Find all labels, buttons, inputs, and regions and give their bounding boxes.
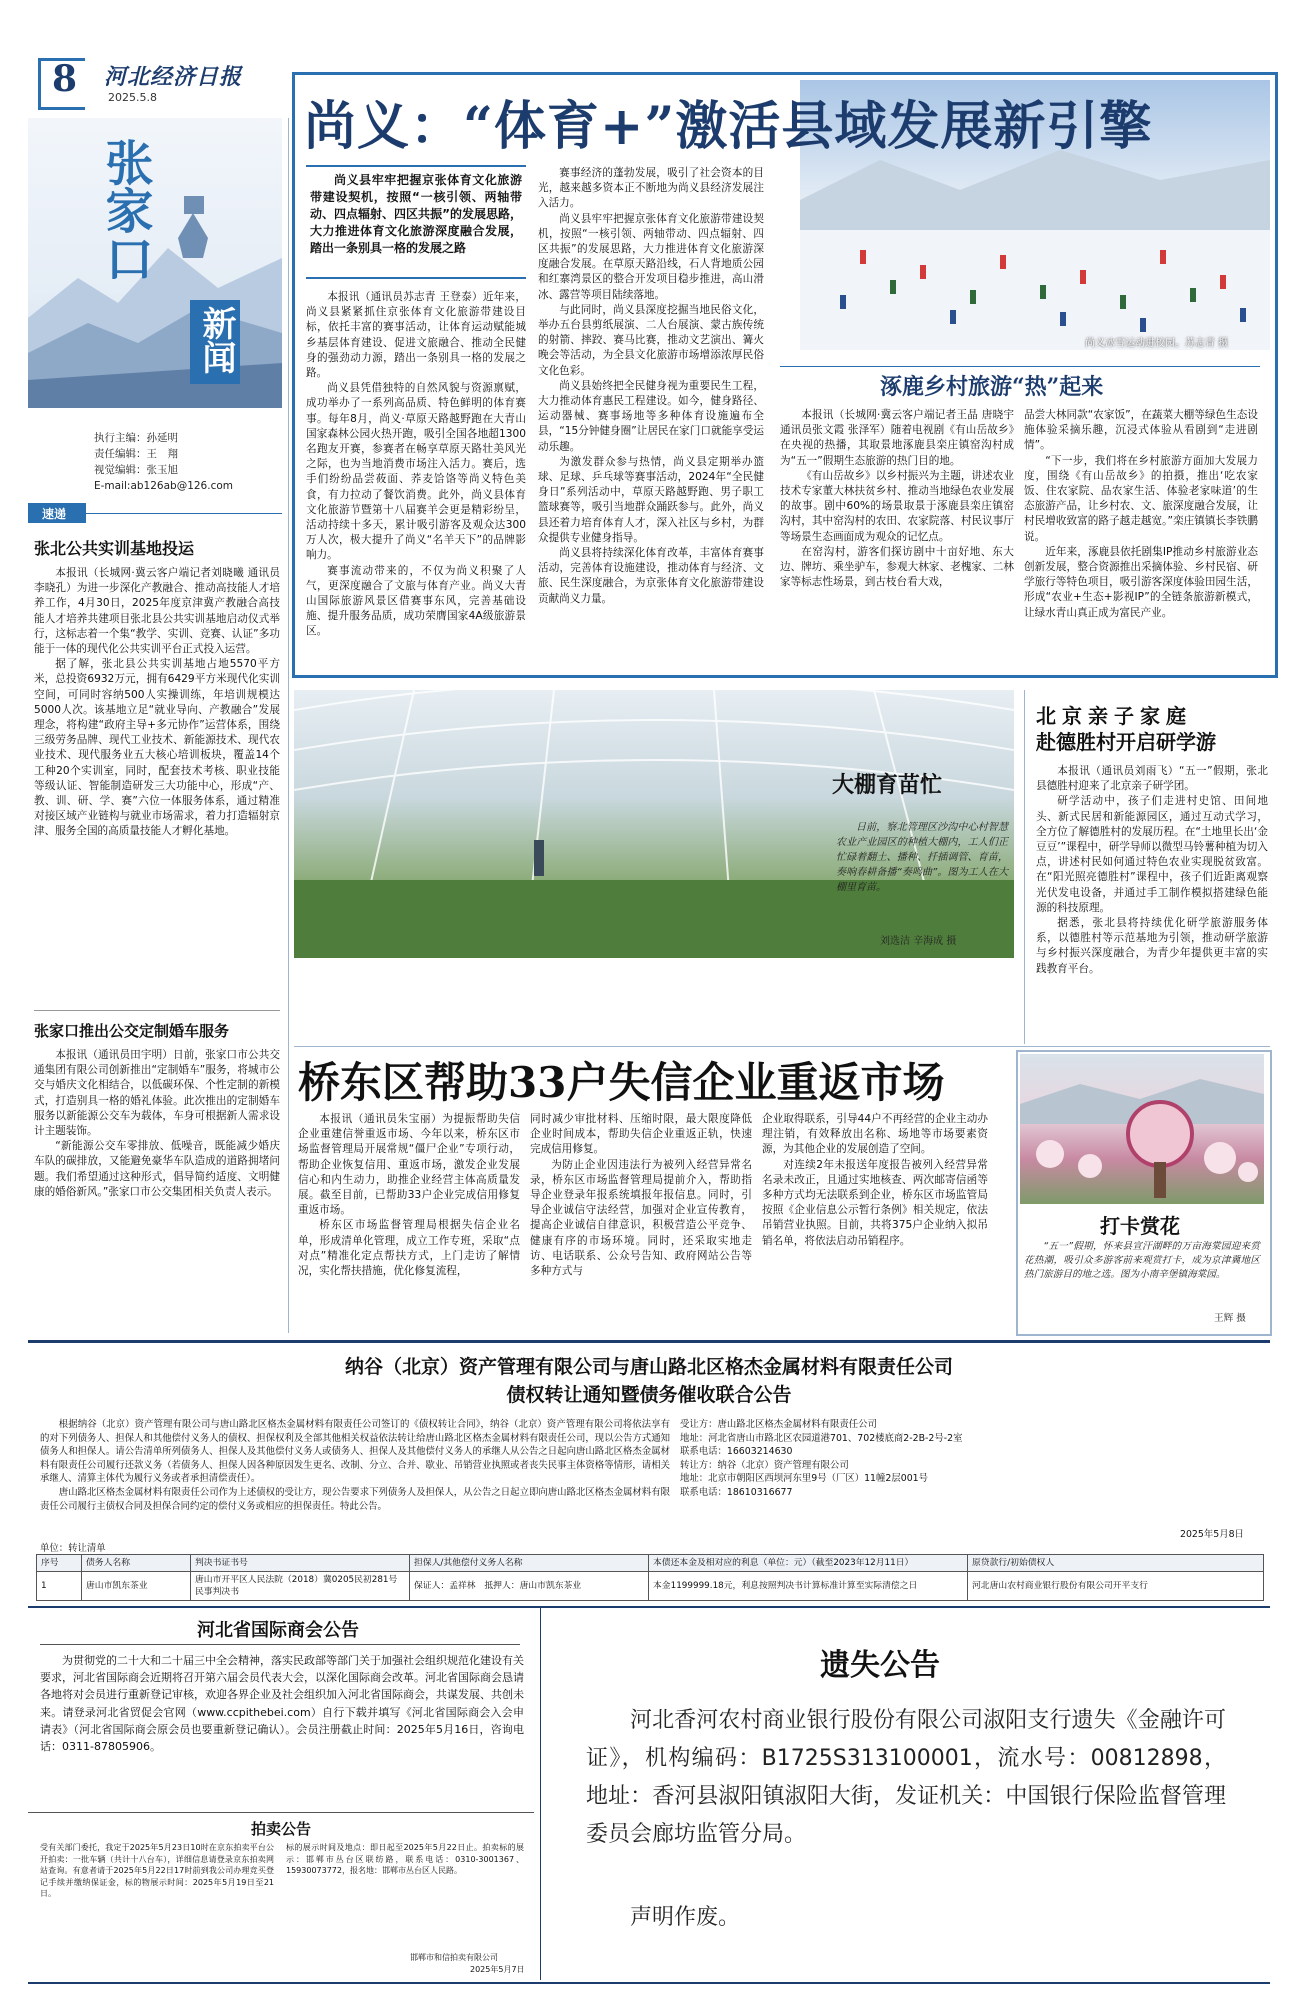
ad-mid-rule xyxy=(28,1606,1270,1608)
paragraph: 赛事流动带来的，不仅为尚义积聚了人气，更深度融合了文旅与体育产业。尚义大青山国际旅游风景区借赛事东风，完善基础设施、提升服务品质，成功荣膺国家4A级旅游景区。 xyxy=(306,564,526,638)
greenhouse-title: 大棚育苗忙 xyxy=(832,772,943,798)
table-cell: 唐山市凯东茶业 xyxy=(82,1572,191,1601)
daka-caption: “五一”假期，怀来县宣汗湖畔的万亩海棠园迎来赏花热潮，吸引众多游客前来观赏打卡，成为京津冀地区热门旅游目的地之选。图为小南辛堡镇海棠园。 xyxy=(1024,1241,1260,1280)
table-header: 债务人名称 xyxy=(82,1555,191,1572)
table-header: 担保人/其他偿付义务人名称 xyxy=(410,1555,649,1572)
paragraph: 桥东区市场监督管理局根据失信企业名单，形成清单化管理，成立工作专班，采取“点对点”精准化定点帮扶方式，上门走访了解情况，实化帮扶措施，优化修复流程， xyxy=(298,1219,520,1278)
paragraph: 品尝大林同款“农家饭”，在蔬菜大棚等绿色生态设施体验采摘乐趣，沉浸式体验从看剧到“走进剧情”。 xyxy=(1024,409,1258,452)
auction-date: 2025年5月7日 xyxy=(470,1965,525,1974)
auction-col1: 受有关部门委托，我定于2025年5月23日10时在京东拍卖平台公开拍卖：一批车辆（共计十八台车），详细信息请登录京东拍卖网站查询。有意者请于2025年5月22日17时前到我公司办理竞买登记手续并缴纳保证金，标的物展示时间：2025年5月19日至21日。 xyxy=(40,1843,274,1898)
auction-company: 邯郸市和信拍卖有限公司 xyxy=(410,1953,498,1962)
lead-col1 xyxy=(306,290,526,640)
announcement-title-line1: 纳谷（北京）资产管理有限公司与唐山路北区格杰金属材料有限责任公司 xyxy=(344,1356,953,1378)
paragraph: 为激发群众参与热情，尚义县定期举办篮球、足球、乒乓球等赛事活动，2024年“全民健身日”系列活动中，草原天路越野跑、男子职工篮球赛等，吸引当地群众踊跃参与。此外，尚义县还着力培育体育人才，深入社区与乡村，为群众提供专业健身指导。 xyxy=(538,455,764,544)
paragraph: 本报讯（通讯员苏志青 王登泰）近年来，尚义县紧紧抓住京张体育文化旅游带建设目标，依托丰富的赛事活动，让体育运动赋能城乡基层体育建设、促进文旅融合、推动全民健身的强劲动力源，踏出一条别具一格的发展之路。 xyxy=(306,291,526,380)
announcement-unit: 单位：转让清单 xyxy=(40,1543,106,1554)
editor-line: 视觉编辑：张玉旭 xyxy=(94,464,178,476)
daka-credit: 王辉 摄 xyxy=(1214,1313,1246,1324)
paragraph: 研学活动中，孩子们走进村史馆、田间地头、新式民居和新能源园区，通过互动式学习，全方位了解德胜村的发展历程。在“土地里长出‘金豆豆’”课程中，研学导师以微型马铃薯种植为切入点，讲述村民如何通过特色农业实现脱贫致富。在“阳光照亮德胜村”课程中，孩子们近距离观察光伏发电设备，并通过手工制作模拟搭建绿色能源的科技原理。 xyxy=(1036,795,1268,914)
sudi-a1-body xyxy=(34,566,280,840)
section-city: 张家口 xyxy=(97,138,153,282)
beijing-body xyxy=(1036,764,1268,977)
paragraph: 本报讯（通讯员朱宝丽）为提振帮助失信企业重建信誉重返市场、今年以来，桥东区市场监督管理局开展常规“僵尸企业”专项行动，帮助企业恢复信用、重返市场，激发企业发展信心和内生动力，助推企业经营主体高质量发展。截至目前，已帮助33户企业完成信用修复重返市场。 xyxy=(298,1113,520,1217)
paragraph: 根据纳谷（北京）资产管理有限公司与唐山路北区格杰金属材料有限责任公司签订的《债权转让合同》，纳谷（北京）资产管理有限公司将依法享有的对下列债务人、担保人和其他偿付义务人的债权、担保权利及全部其他相关权益依法转让给唐山路北区格杰金属材料有限责任公司，现以公告方式通知债务人和担保人。请公告清单所列债务人、担保人及其他偿付义务人或债务人、担保人及其他偿付义务人的承继人从公告之日起向唐山路北区格杰金属材料有限责任公司履行还款义务（若债务人、担保人因各种原因发生更名、改制、分立、合并、歇业、吊销营业执照或者丧失民事主体资格等情形，请相关承继人、清算主体代为履行义务或者承担清偿责任）。 xyxy=(40,1419,670,1485)
editor-email: E-mail:ab126ab@126.com xyxy=(94,480,234,492)
zhuolu-rule xyxy=(780,366,1260,367)
qiaodong-col1 xyxy=(298,1112,520,1279)
table-header: 本债还本金及相对应的利息（单位：元）（截至2023年12月11日） xyxy=(649,1555,968,1572)
paragraph: 为防止企业因违法行为被列入经营异常名录，桥东区市场监督管理局提前介入，帮助指导企业登录年报系统填报年报信息。同时，引导企业诚信守法经营，加强对企业宣传教育，提高企业诚信自律意识，积极营造公平竞争、健康有序的市场环境。同时，还采取实地走访、电话联系、公众号告知、政府网站公告等多种方式与 xyxy=(530,1158,752,1278)
lost-body: 河北香河农村商业银行股份有限公司淑阳支行遗失《金融许可证》，机构编码：B1725S313100001，流水号：00812898，地址：香河县淑阳镇淑阳大街，发证机关：中国银行保险监督管理委员会廊坊监管分局。 xyxy=(586,1708,1226,1847)
paragraph: 本报讯（通讯员田宇明）日前，张家口市公共交通集团有限公司创新推出“定制婚车”服务，将城市公交与婚庆文化相结合，以低碳环保、个性定制的新模式，打造别具一格的婚礼体验。此次推出的定制婚车服务以新能源公交车为载体，车身可根据新人需求设计主题装饰。 xyxy=(34,1049,280,1138)
issue-date: 2025.5.8 xyxy=(108,91,157,104)
beijing-title-line2: 赴德胜村开启研学游 xyxy=(1036,730,1216,754)
paragraph: 赛事经济的蓬勃发展，吸引了社会资本的目光，越来越多资本正不断地为尚义县经济发展注入活力。 xyxy=(538,167,764,210)
sudi-a1-title: 张北公共实训基地投运 xyxy=(34,539,195,558)
sudi-a2-title: 张家口推出公交定制婚车服务 xyxy=(34,1022,230,1040)
lost-title: 遗失公告 xyxy=(820,1648,940,1683)
paragraph: 据悉，张北县将持续优化研学旅游服务体系，以德胜村等示范基地为引领，推动研学旅游与乡村振兴深度融合，为青少年提供更丰富的实践教育平台。 xyxy=(1036,917,1268,975)
paragraph: 尚义县牢牢把握京张体育文化旅游带建设契机，按照“一核引领、两轴带动、四点辐射、四区共振”的发展思路，大力推进体育文化旅游深度融合发展。在草原天路沿线，石人背地质公园和红寨湾景区的整合开发项目稳步推进，高山滑冰、露营等项目陆续落地。 xyxy=(538,212,764,301)
page-number: 8 xyxy=(52,58,78,100)
assignor-address: 地址：北京市朝阳区西坝河东里9号（厂区）11幢2层001号 xyxy=(680,1473,929,1485)
paragraph: 《有山岳故乡》以乡村振兴为主题，讲述农业技术专家董大林扶贫乡村、推动当地绿色农业发展的故事。剧中60%的场景取景于涿鹿县栾庄镇窑沟村，其中窑沟村的农田、农家院落、村民议事厅等场景生态画面成为观众的记忆点。 xyxy=(780,469,1014,543)
table-cell: 本金1199999.18元，利息按照判决书计算标准计算至实际清偿之日 xyxy=(649,1572,968,1601)
paragraph: 尚义县始终把全民健身视为重要民生工程，大力推动体育惠民工程建设。如今，健身路径、运动器械、赛事场地等多种体育设施遍布全县，“15分钟健身圈”让居民在家门口就能享受运动乐趣。 xyxy=(538,379,764,453)
paragraph: 近年来，涿鹿县依托剧集IP推动乡村旅游业态创新发展，整合资源推出采摘体验、乡村民宿、研学旅行等特色项目，吸引游客深度体验田园生活，形成“农业+生态+影视IP”的全链条旅游新模式，让绿水青山真正成为富民产业。 xyxy=(1024,545,1258,619)
daka-title: 打卡赏花 xyxy=(1100,1214,1180,1238)
paragraph: 在窑沟村，游客们探访剧中十亩好地、东大边、牌坊、乘坐驴车，参观大林家、老槐家、二林家等标志性场景，到古枝台看大戏， xyxy=(780,545,1014,589)
paragraph: 据了解，张北县公共实训基地占地5570平方米，总投资6932万元，拥有6429平方米现代化实训空间，可同时容纳500人实操训练，年培训规模达5000人次。该基地立足“就业导向、产教融合”发展理念，将构建“政府主导+多元协作”运营体系，围绕三级劳务品牌、现代工业技术、新能源技术、现代农业技术、现代服务业五大核心培训板块，覆盖14个工种20个实训室，同时，配套技术考核、职业技能等级认证、智能制造研发三大功能中心，形成“产、教、训、研、学、赛”六位一体服务体系，通过精准对接区域产业链构与就业市场需求，着力打造辐射京津、服务全国的高质量技能人才孵化基地。 xyxy=(34,658,280,838)
assignor-phone: 联系电话：18610316677 xyxy=(680,1486,793,1498)
announcement-parties xyxy=(680,1418,1260,1500)
auction-rule xyxy=(28,1812,534,1813)
table-cell: 保证人：孟祥林 抵押人：唐山市凯东茶业 xyxy=(410,1572,649,1601)
lead-summary: 尚义县牢牢把握京张体育文化旅游带建设契机，按照“一核引领、两轴带动、四点辐射、四区共振”的发展思路，大力推进体育文化旅游深度融合发展，踏出一条别具一格的发展之路 xyxy=(310,173,522,255)
paragraph: 本报讯（长城网·冀云客户端记者王晶 唐晓宇 通讯员张文霞 张泽军）随着电视剧《有山岳故乡》在央视的热播，其取景地涿鹿县栾庄镇窑沟村成为“五一”假期生态旅游的热门目的地。 xyxy=(780,409,1014,467)
editor-credits xyxy=(94,430,233,494)
auction-col2: 标的展示时间及地点：即日起至2025年5月22日止。拍卖标的展示：邯郸市丛台区联纺路，联系电话：0310-3001367、15930073772，报名地：邯郸市丛台区人民路。 xyxy=(286,1843,524,1875)
editor-line: 责任编辑：王 翔 xyxy=(94,448,178,460)
paragraph: 企业取得联系，引导44户不再经营的企业主动办理注销，有效释放出名称、场地等市场要素资源，为其他企业的发展创造了空间。 xyxy=(762,1113,988,1156)
paragraph: 唐山路北区格杰金属材料有限责任公司作为上述债权的受让方，现公告要求下列债务人及担保人，从公告之日起立即向唐山路北区格杰金属材料有限责任公司履行主债权合同及担保合同约定的偿付义务或相应的担保责任。特此公告。 xyxy=(40,1486,670,1512)
paragraph: 本报讯（长城网·冀云客户端记者刘晓曦 通讯员李晓孔）为进一步深化产教融合、推动高技能人才培养工作，4月30日，2025年度京津冀产教融合高技能人才培养共建项目张北县公共实训基地启动仪式举行，这标志着一个集“教学、实训、竞赛、认证”多功能于一体的现代化公共实训平台正式投入运营。 xyxy=(34,567,280,656)
ad-vertical-rule xyxy=(540,1608,541,1980)
zhuolu-title: 涿鹿乡村旅游“热”起来 xyxy=(880,374,1104,400)
table-header: 序号 xyxy=(37,1555,82,1572)
table-header-row xyxy=(37,1555,1264,1572)
page-bottom-rule xyxy=(28,1982,1270,1984)
lost-end: 声明作废。 xyxy=(630,1905,741,1930)
paragraph: 本报讯（通讯员刘雨飞）“五一”假期，张北县德胜村迎来了北京亲子研学团。 xyxy=(1036,765,1268,793)
sudi-a2-body xyxy=(34,1048,280,1200)
section-banner xyxy=(28,118,282,408)
beijing-title-line1: 北京亲子家庭 xyxy=(1036,704,1192,728)
announcement-date: 2025年5月8日 xyxy=(1180,1529,1244,1540)
transfer-table xyxy=(36,1554,1264,1601)
table-cell: 唐山市开平区人民法院（2018）冀0205民初281号民事判决书 xyxy=(191,1572,410,1601)
qiaodong-col3 xyxy=(762,1112,988,1249)
paragraph: 与此同时，尚义县深度挖掘当地民俗文化，举办五台县剪纸展演、二人台展演、蒙古族传统的射箭、摔跤、赛马比赛，推动文艺演出、篝火晚会等活动，为全县文化旅游市场增添浓厚民俗文化色彩。 xyxy=(538,303,764,377)
paper-name: 河北经济日报 xyxy=(104,64,243,90)
editor-line: 执行主编：孙延明 xyxy=(94,432,178,444)
table-header: 判决书证书号 xyxy=(191,1555,410,1572)
paragraph: 同时减少审批材料、压缩时限，最大限度降低企业时间成本，帮助失信企业重返正轨，快速完成信用修复。 xyxy=(530,1113,752,1156)
lead-headline: 尚义：“体育+”激活县域发展新引擎 xyxy=(304,96,1153,157)
assignor: 转让方：纳谷（北京）资产管理有限公司 xyxy=(680,1459,849,1471)
beijing-separator xyxy=(1024,690,1025,1044)
paragraph: 尚义县将持续深化体育改革，丰富体育赛事活动，完善体育设施建设，推动体育与经济、文旅、民生深度融合，为京张体育文化旅游带建设贡献尚义力量。 xyxy=(538,547,764,605)
qiaodong-title: 桥东区帮助33户失信企业重返市场 xyxy=(298,1058,945,1107)
column-separator xyxy=(288,118,289,1333)
zhuolu-col2 xyxy=(1024,408,1258,621)
greenhouse-caption: 日前，察北管理区沙沟中心村智慧农业产业园区的种植大棚内，工人们正忙碌着翻土、播种、扦插调管、育苗，奏响春耕备播“奏鸣曲”。图为工人在大棚里育苗。 xyxy=(836,822,1008,893)
paragraph: 对连续2年未报送年度报告被列入经营异常名录未改正，且通过实地核查、两次邮寄信函等多种方式均无法联系到企业，桥东区市场监管局按照《企业信息公示暂行条例》相关规定，依法吊销营业执照。目前，共将375户企业纳入拟吊销名单，将依法启动吊销程序。 xyxy=(762,1158,988,1247)
announcement-body xyxy=(40,1418,670,1513)
paragraph: 尚义县凭借独特的自然风貌与资源禀赋，成功举办了一系列高品质、特色鲜明的体育赛事。每年8月，尚义·草原天路越野跑在大青山国家森林公园火热开跑，吸引全国各地超1300名跑友开赛，参赛者在畅享草原天路壮美风光之际，也为当地消费市场注入活力。赛后，选手们纷纷品尝莜面、荞麦饸饹等尚义特色美食，有力拉动了餐饮消费。此外，尚义县体育文化旅游节暨第十八届赛羊会更是精彩纷呈，活动持续十多天，累计吸引游客及观众达300万人次，极大提升了尚义“名羊天下”的品牌影响力。 xyxy=(306,382,526,562)
qiaodong-col2 xyxy=(530,1112,752,1279)
zhuolu-col1 xyxy=(780,408,1014,590)
assignee-phone: 联系电话：16603214630 xyxy=(680,1446,793,1458)
greenhouse-credit: 刘选洁 辛海成 摄 xyxy=(880,936,957,947)
announcement-title-line2: 债权转让通知暨债务催收联合公告 xyxy=(506,1384,792,1406)
sudi-label: 速递 xyxy=(42,507,67,521)
assignee: 受让方：唐山路北区格杰金属材料有限责任公司 xyxy=(680,1419,877,1430)
ad-top-rule xyxy=(28,1340,1270,1343)
lead-col2 xyxy=(538,166,764,607)
sudi-divider xyxy=(34,1010,280,1011)
table-cell: 河北唐山农村商业银行股份有限公司开平支行 xyxy=(968,1572,1264,1601)
table-row xyxy=(37,1572,1264,1601)
table-header: 原贷款行/初始债权人 xyxy=(968,1555,1264,1572)
paragraph: “新能源公交车零排放、低噪音，既能减少婚庆车队的碳排放，又能避免豪华车队造成的道路拥堵问题。我们希望通过这种形式，倡导简约适度、文明健康的婚俗新风。”张家口市公交集团相关负责人表示。 xyxy=(34,1140,280,1198)
auction-title: 拍卖公告 xyxy=(250,1820,311,1838)
flower-photo xyxy=(1020,1054,1264,1204)
mountain-illustration xyxy=(28,118,282,408)
paragraph: “下一步，我们将在乡村旅游方面加大发展力度，围绕《有山岳故乡》的拍摄，推出‘吃农家饭、住农家院、品农家生活、体验老家味道’的生态旅游产品，让乡村农、文、旅深度融合发展，让村民增收致富的路子越走越宽。”栾庄镇镇长李铁鹏说。 xyxy=(1024,454,1258,543)
sudi-rule xyxy=(86,513,282,514)
lead-photo-caption: 尚义冰雪运动进校园。苏志青 摄 xyxy=(1085,338,1229,349)
table-cell: 1 xyxy=(37,1572,82,1601)
section-name: 新闻 xyxy=(196,306,236,374)
chamber-body: 为贯彻党的二十大和二十届三中全会精神，落实民政部等部门关于加强社会组织规范化建设有关要求，河北省国际商会近期将召开第六届会员代表大会，以深化国际商会改革。河北省国际商会恳请各地将对会员进行重新登记审核，欢迎各界企业及社会组织加入河北省国际商会，共谋发展、共创未来。请登录河北省贸促会官网（www.ccpithebei.com）自行下载并填写《河北省国际商会入会申请表》（河北省国际商会原会员也要重新登记确认）。会员注册截止时间：2025年5月16日，咨询电话：0311-87805906。 xyxy=(40,1654,524,1754)
chamber-title: 河北省国际商会公告 xyxy=(197,1620,359,1641)
chamber-rule xyxy=(40,1644,520,1645)
qiaodong-rule xyxy=(294,1046,1270,1047)
assignee-address: 地址：河北省唐山市路北区农园道港701、702楼底商2-2B-2号-2室 xyxy=(680,1432,963,1444)
